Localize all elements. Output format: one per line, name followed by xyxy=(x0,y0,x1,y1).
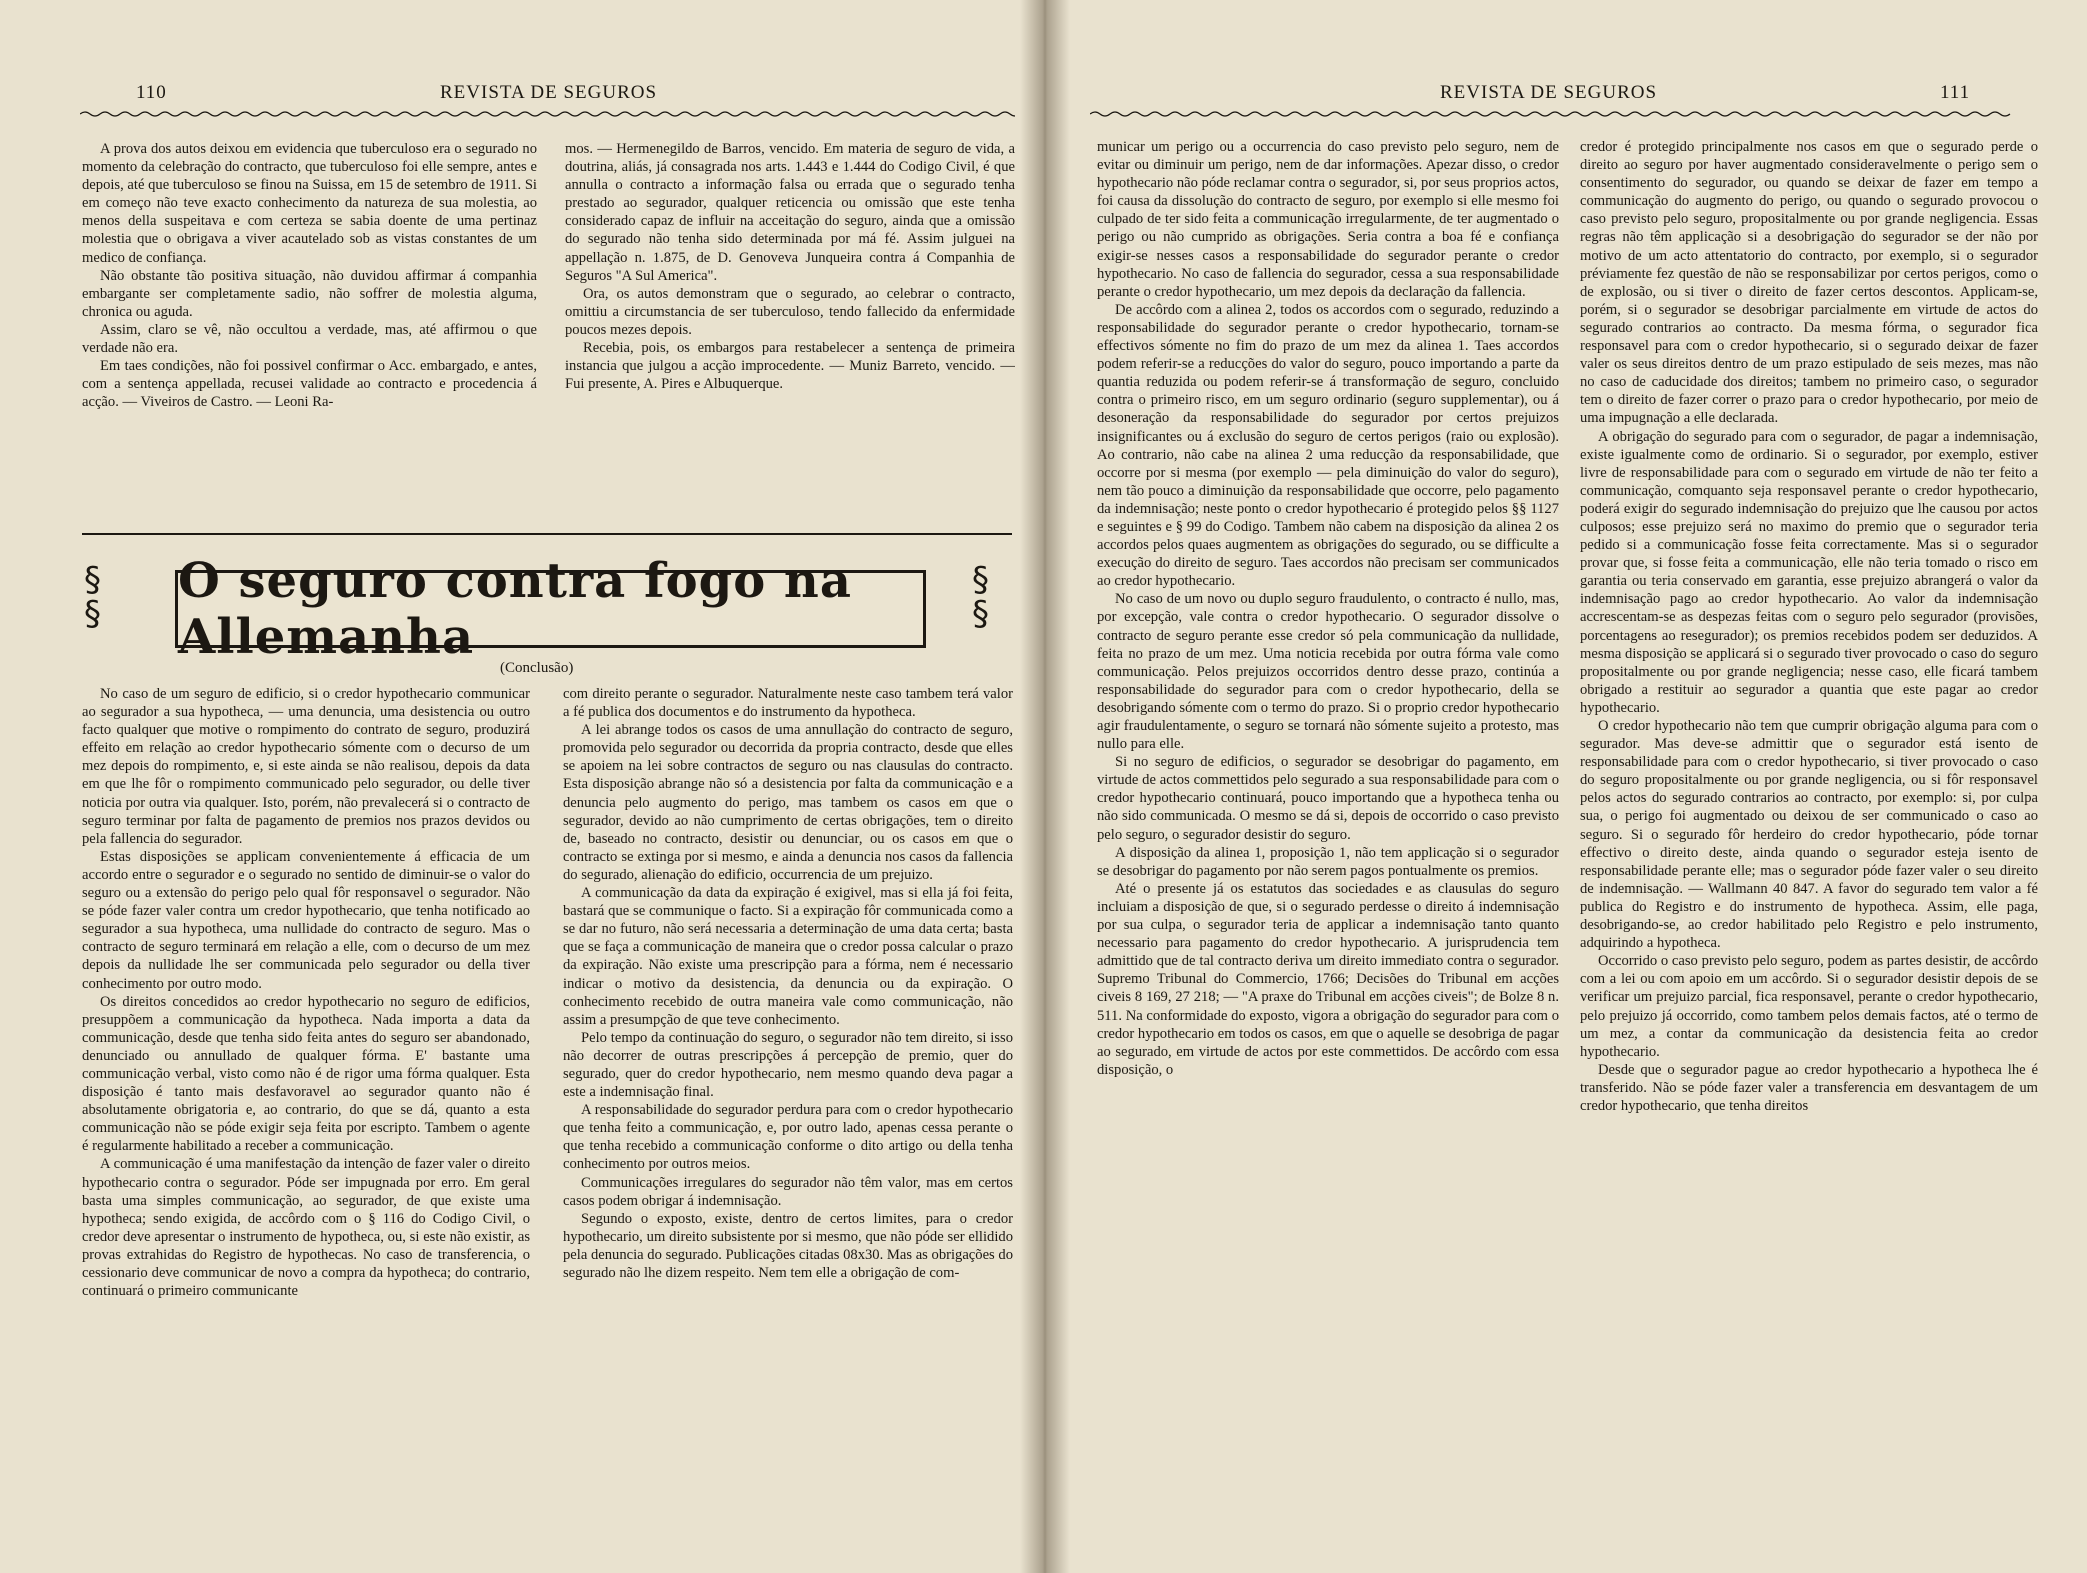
paragraph: Assim, claro se vê, não occultou a verdade, mas, até affirmou o que verdade não era. xyxy=(82,321,537,357)
paragraph: A disposição da alinea 1, proposição 1, não tem applicação si o segurador se desobrigar do pagamento por não serem pagos pontualmente os premios. xyxy=(1097,844,1559,879)
paragraph: A lei abrange todos os casos de uma annullação do contracto de seguro, promovida pelo segurador ou decorrida da propria contracto, desde que elles se apoiem na lei sobre contractos de seguro ou nas clausulas do contracto. Esta disposição abrange não só a desistencia por falta da communicação e a denuncia pelo augmento do perigo, mas tambem os casos em que o segurador, devido ao não cumprimento de certas obrigações, tem o direito de, baseado no contracto, desistir ou denunciar, ou os casos em que o contracto se extinga por si mesmo, e ainda a denuncia nos casos da fallencia do segurado, alienação do edificio, occurrencia de um prejuizo. xyxy=(563,722,1013,883)
section-divider xyxy=(82,533,1012,538)
paragraph: Não obstante tão positiva situação, não duvidou affirmar á companhia embargante ser completamente sadio, não soffrer de molestia alguma, chronica ou aguda. xyxy=(82,267,537,320)
paragraph: No caso de um seguro de edificio, si o credor hypothecario communicar ao segurador a sua hypotheca, — uma denuncia, uma desistencia ou outro facto qualquer que motive o rompimento do contrato de seguro, produzirá effeito em relação ao credor hypothecario sómente com o decurso de um mez depois do rompimento, e, si este ainda se não realisou, depois da data em que lhe fôr o rompimento communicado pelo segurador, ou delle tiver noticia por outra via qualquer. Isto, porém, não prevalecerá si o contracto de seguro terminar por falta de pagamento de premios nos prazos devidos ou pela fallencia do segurador. xyxy=(82,686,530,847)
paragraph: Os direitos concedidos ao credor hypothecario no seguro de edificios, presuppõem a communicação da hypotheca. Nada importa a data da communicação, desde que tenha sido feita antes do seguro ser abandonado, denunciado ou annullado de qualquer fórma. E' bastante uma communicação verbal, visto como não é de rigor uma fórma qualquer. Esta disposição é tanto mais desfavoravel ao segurador quanto não é absolutamente obrigatoria e, ao contrario, do que se dá, quanto a esta communicação não se póde exigir seja feita por escripto. Tambem o agente é regularmente habilitado a receber a communicação. xyxy=(82,993,530,1155)
paragraph: Si no seguro de edificios, o segurador se desobrigar do pagamento, em virtude de actos commettidos pelo segurado a sua responsabilidade para com o credor hypothecario continuará, pouco importando que a hypotheca tenha ou não sido communicada. O mesmo se dá si, depois de occorrido o caso previsto pelo seguro, o segurador desistir do seguro. xyxy=(1097,754,1559,843)
running-head: REVISTA DE SEGUROS xyxy=(1440,82,1658,103)
paragraph: A responsabilidade do segurador perdura para com o credor hypothecario que tenha feito a communicação, e, por outro lado, apenas cessa perante o que tenha recebido a communicação conforme o dito artigo ou della tenha conhecimento por outros meios. xyxy=(563,1102,1013,1173)
column-1 xyxy=(82,140,537,520)
paragraph: mos. — Hermenegildo de Barros, vencido. Em materia de seguro de vida, a doutrina, aliás, já consagrada nos arts. 1.443 e 1.444 do Codigo Civil, é que annulla o contracto a informação falsa ou errada que o segurado tenha prestado ao segurador, qualquer reticencia ou omissão que este tenha considerado capaz de influir na acceitação do seguro, ainda que a omissão do segurado não tenha sido determinada por má fé. Assim julguei na appellação n. 1.875, de D. Genoveva Junqueira contra á Companhia de Seguros "A Sul America". xyxy=(565,141,1015,284)
paragraph: Pelo tempo da continuação do seguro, o segurador não tem direito, si isso não decorrer de outras prescripções á percepção de premio, quer do segurado, quer do credor hypothecario, nem mesmo quando deva pagar a este a indemnisação final. xyxy=(563,1029,1013,1101)
scroll-ornament-icon: § § xyxy=(84,560,101,634)
paragraph: com direito perante o segurador. Naturalmente neste caso tambem terá valor a fé publica dos documentos e do instrumento da hypotheca. xyxy=(563,686,1013,721)
header-rule xyxy=(1090,110,2045,118)
column-4 xyxy=(563,685,1013,1555)
header-rule xyxy=(80,110,1015,118)
paragraph: A communicação da data da expiração é exigivel, mas si ella já foi feita, bastará que se communique o facto. Si a expiração fôr communicada como a se dar no futuro, não será necessaria a determinação de uma data certa; basta que se faça a communicação de maneira que o credor possa calcular o prazo da expiração. Não existe uma prescripção para a fórma, nem é necessario indicar o motivo da desistencia, da denuncia ou da expiração. O conhecimento recebido de outra maneira vale como communicação, não assim a presumpção de que teve conhecimento. xyxy=(563,885,1013,1028)
paragraph: Até o presente já os estatutos das sociedades e as clausulas do seguro incluiam a disposição de que, si o segurado perdesse o direito á indemnisação por sua culpa, o segurador teria de applicar a indemnisação tanto quanto necessario para pagamento do credor hypothecario. A jurisprudencia tem admittido que de tal contracto deriva um direito immediato contra o segurador. Supremo Tribunal do Commercio, 1766; Decisões do Tribunal em acções civeis 8 169, 27 218; — "A praxe do Tribunal em acções civeis"; de Bolze 8 n. 511. Na conformidade do exposto, vigora a obrigação do segurador para com o credor hypothecario em todos os casos, em que o aquelle se desobriga de pagar ao segurado, em virtude de actos por este commettidos. De accôrdo com essa disposição, o xyxy=(1097,880,1559,1078)
right-page xyxy=(1045,0,2087,1573)
paragraph: A communicação é uma manifestação da intenção de fazer valer o direito hypothecario contra o segurador. Póde ser impugnada por erro. Em geral basta uma simples communicação, ao segurador, de que existe uma hypotheca; sendo exigida, de accôrdo com o § 116 do Codigo Civil, o credor deve apresentar o instrumento de hypotheca, ou, si este não existir, as provas extrahidas do Registro de hypothecas. No caso de transferencia, o cessionario deve communicar de novo a compra da hypotheca; do contrario, continuará o primeiro communicante xyxy=(82,1156,530,1300)
column-3 xyxy=(82,685,530,1555)
paragraph: credor é protegido principalmente nos casos em que o segurado perde o direito ao seguro por haver augmentado consideravelmente o perigo sem o consentimento do segurador, ou quando se deixar de fazer em tempo a communicação do augmento do perigo, ou quando o segurado provocou o caso previsto pelo seguro, propositalmente ou por grande negligencia. Essas regras não têm applicação si a desobrigação do segurador se der não por motivo de um acto attentatorio do contracto, por exemplo, si o segurador préviamente fez questão de não se responsabilizar por certos perigos, como o de explosão, ou si tiver o direito de fazer certos descontos. Applicam-se, porém, si o segurador se desobrigar parcialmente em virtude de actos do segurado contrarios ao contracto. Da mesma fórma, o segurador fica responsavel para com o credor hypothecario, si o segurado deixar de fazer valer os seus direitos dentro de um prazo estipulado de seis mezes, mas não no caso de caducidade dos direitos; tambem no primeiro caso, o segurador tem o direito de fazer correr o prazo para o credor hypothecario, por meio de uma impugnação a elle declarada. xyxy=(1580,139,2038,427)
column-2 xyxy=(565,140,1015,520)
paragraph: Recebia, pois, os embargos para restabelecer a sentença de primeira instancia que julgou a acção improcedente. — Muniz Barreto, vencido. — Fui presente, A. Pires e Albuquerque. xyxy=(565,340,1015,393)
paragraph: O credor hypothecario não tem que cumprir obrigação alguma para com o segurador. Mas deve-se admittir que o segurador está isento de responsabilidade para com o credor hypothecario, si tiver provocado o caso do seguro propositalmente ou por grande negligencia, ou si fôr responsavel pelos actos do segurado contrarios ao contracto, por exemplo: si, por culpa sua, o perigo foi augmentado ou deixou de ser communicado o caso ao seguro. Si o segurado fôr herdeiro do credor hypothecario, póde tornar effectivo o direito deste, ainda quando o segurador esteja isento de responsabilidade perante elle; mas o segurador póde fazer valer o seu direito de indemnisação. — Wallmann 40 847. A favor do segurado tem valor a fé publica do Registro e do instrumento de hypotheca. Assim, elle paga, desobrigando-se, ao credor habilitado pelo Registro e pelo instrumento, adquirindo a hypotheca. xyxy=(1580,718,2038,952)
scroll-ornament-icon: § § xyxy=(972,560,989,634)
running-head: REVISTA DE SEGUROS xyxy=(440,82,658,103)
page-number: 111 xyxy=(1940,82,1971,103)
paragraph: Em taes condições, não foi possivel confirmar o Acc. embargado, e antes, com a sentença appellada, recusei validade ao contracto e procedencia á acção. — Viveiros de Castro. — Leoni Ra- xyxy=(82,358,537,411)
paragraph: Segundo o exposto, existe, dentro de certos limites, para o credor hypothecario, um direito subsistente por si mesmo, que não póde ser ellidido pela denuncia do segurado. Publicações citadas 08x30. Mas as obrigações do segurado não lhe dizem respeito. Nem tem elle a obrigação de com- xyxy=(563,1210,1013,1281)
paragraph: Occorrido o caso previsto pelo seguro, podem as partes desistir, de accôrdo com a lei ou com apoio em um accôrdo. Si o segurador desistir depois de se verificar um prejuizo parcial, fica responsavel, perante o credor hypothecario, pelo prejuizo já occorrido, como tambem pelos demais factos, até o termo de um mez, a contar da communicação da desistencia feita ao credor hypothecario. xyxy=(1580,953,2038,1060)
article-subtitle: (Conclusão) xyxy=(500,660,574,676)
paragraph: Ora, os autos demonstram que o segurado, ao celebrar o contracto, omittiu a circumstancia de ser tuberculoso, tendo fallecido da enfermidade poucos mezes depois. xyxy=(565,285,1015,338)
article-title: O seguro contra fogo na Allemanha xyxy=(178,553,852,665)
column-2 xyxy=(1580,138,2038,1558)
paragraph: De accôrdo com a alinea 2, todos os accordos com o segurado, reduzindo a responsabilidade do segurador perante o credor hypothecario, tornam-se effectivos sómente no fim do prazo de um mez da alinea 1. Taes accordos podem referir-se a reducções do valor do seguro, pouco importando a parte da quantia reduzida ou podem referir-se á transformação de seguro, concluido contra o primeiro risco, em um seguro ordinario (seguro supplementar), ou á desoneração da responsabilidade do segurador por certos prejuizos insignificantes ou á exclusão do seguro de certos perigos (raio ou explosão). Ao contrario, não cabe na alinea 2 uma reducção da responsabilidade, que occorre por si mesma (por exemplo — pela diminuição do valor do seguro), nem tão pouco a diminuição da responsabilidade que occorre, pelo pagamento da indemnisação; neste ponto o credor hypothecario é protegido pelos §§ 1127 e seguintes e § 99 do Codigo. Tambem não cabem na disposição da alinea 2 os accordos pelos quaes augmentem as obrigações do segurado, ou se difficulte a execução do direito de seguro. Taes accordos não precisam ser communicados ao credor hypothecario. xyxy=(1097,301,1559,590)
paragraph: Communicações irregulares do segurador não têm valor, mas em certos casos podem obrigar á indemnisação. xyxy=(563,1174,1013,1209)
page-number: 110 xyxy=(136,82,167,103)
paragraph: No caso de um novo ou duplo seguro fraudulento, o contracto é nullo, mas, por excepção, vale contra o credor hypothecario. O segurador dissolve o contracto de seguro perante esse credor só pela communicação da nullidade, feita no prazo de um mez. Uma noticia recebida por outra fórma vale como communicação. Pelos prejuizos occorridos dentro desse prazo, continúa a responsabilidade do segurador para com o credor hypothecario, della se desobrigando sómente com o termo do prazo. Si o proprio credor hypothecario agir fraudulentamente, o seguro se tornará não sómente sujeito a protesto, mas nullo para elle. xyxy=(1097,591,1559,753)
paragraph: municar um perigo ou a occurrencia do caso previsto pelo seguro, nem de evitar ou diminuir um perigo, nem de dar informações. Apezar disso, o credor hypothecario não póde reclamar contra o segurador, si, por seus proprios actos, foi causa da dissolução do contracto de seguro, por exemplo si elle mesmo foi culpado de ter sido feita a communicação irregularmente, de ter augmentado o perigo ou não cumprido as obrigações. Seria contra a boa fé e confiança exigir-se nesses casos a responsabilidade do segurador perante o credor hypothecario. No caso de fallencia do segurador, cessa a sua responsabilidade perante o credor hypothecario, um mez depois da declaração da fallencia. xyxy=(1097,139,1559,300)
column-1 xyxy=(1097,138,1559,1558)
paragraph: Desde que o segurador pague ao credor hypothecario a hypotheca lhe é transferido. Não se póde fazer valer a transferencia em desvantagem de um credor hypothecario, que tenha direitos xyxy=(1580,1061,2038,1114)
paragraph: A obrigação do segurado para com o segurador, de pagar a indemnisação, existe igualmente como de ordinario. Si o segurador, por exemplo, estiver livre de responsabilidade para com o segurado em virtude de não ter feito a communicação, comquanto seja responsavel perante o credor hypothecario, poderá exigir do segurado indemnisação do prejuizo que lhe causou por actos culposos; esse prejuizo será no maximo do premio que o segurador teria pedido si a communicação fosse feita correctamente. Mas si o segurador provar que, si fosse feita a communicação, elle não teria tomado o risco em garantia ou teria conservado em garantia, esse prejuizo abrangerá o valor da indemnisação pago ao credor hypothecario. Ao valor da indemnisação accrescentam-se as despezas feitas com o seguro pelo segurador (provisões, porcentagens ao resegurador); os premios recebidos podem ser deduzidos. A mesma disposição se applicará si o segurado tiver provocado o caso do seguro propositalmente ou por grande negligencia; nesse caso, elle ficará tambem obrigado a restituir ao segurador a quantia que este pagar ao credor hypothecario. xyxy=(1580,428,2038,716)
paragraph: Estas disposições se applicam convenientemente á efficacia de um accordo entre o segurador e o segurado no sentido de diminuir-se o valor do seguro ou a extensão do perigo pelo qual fôr responsavel o segurador. Não se póde fazer valer contra um credor hypothecario, que tenha notificado ao segurador a sua hypotheca, uma nullidade do contracto de seguro. Mas o contracto de seguro terminará em relação a elle, com o decurso de um mez depois da nullidade lhe ser communicada pelo segurador ou della tiver conhecimento por outro modo. xyxy=(82,848,530,992)
paragraph: A prova dos autos deixou em evidencia que tuberculoso era o segurado no momento da celebração do contracto, que tuberculoso foi elle sempre, antes e depois, até que tuberculoso se finou na Suissa, em 15 de setembro de 1911. Si em começo não teve exacto conhecimento da natureza de sua molestia, ao menos della suspeitava e com certeza se sabia doente de uma pertinaz molestia que o obrigava a viver acautelado sob as vistas constantes de um medico de confiança. xyxy=(82,141,537,266)
article-title-box xyxy=(175,553,926,665)
